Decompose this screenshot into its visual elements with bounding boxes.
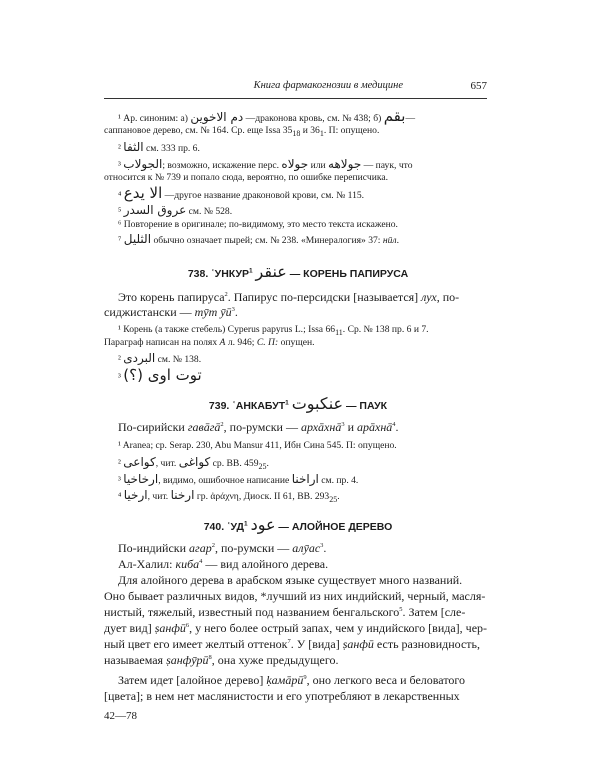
entry-text-line: сиджистански — тӯт $ӯӣ^3$. xyxy=(104,305,238,319)
footnote-line: ⁴ الا يدع —другое название драконовой крови, см. № 115. xyxy=(118,184,365,202)
footnote-line: ⁶ Повторение в оригинале; по-видимому, это место текста искажено. xyxy=(118,219,398,230)
running-title: Книга фармакогнозии в медицине xyxy=(253,80,403,91)
entry-text-line: Для алойного дерева в арабском языке существует много названий. xyxy=(118,573,463,587)
entry-text-line: нистый, тяжелый, известный под названием бенгальского$^5$. Затем [сле- xyxy=(104,605,466,619)
entry-heading-739: 739. ʿАНКАБУТ$^1$ عنكبوت — ПАУК xyxy=(208,394,388,413)
entry-text-line: [цвета]; в нем нет маслянистости и его употребляют в лекарственных xyxy=(104,689,460,703)
footnote-line: ² البردی см. № 138. xyxy=(118,351,202,365)
entry-text-line: Ал-Халил: киба$^4$ — вид алойного дерева. xyxy=(118,557,329,571)
footnote-line: ⁷ الثليل обычно означает пырей; см. № 238. «Минералогия» 37: нūл. xyxy=(118,232,400,246)
entry-text-line: Затем идет [алойное дерево] ḳамāрӣ$^9$, оно легкого веса и беловатого xyxy=(118,673,466,687)
running-head xyxy=(104,80,487,99)
entry-text-line: Это корень папируса$^2$. Папирус по-персидски [называется] лух, по- xyxy=(118,290,460,304)
entry-text-line: дует вид] ṣанфӣ$^6$, у него более острый запах, чем у индийского [вида], чер- xyxy=(104,621,488,635)
entry-heading-740: 740. ʿУД$^1$ عود — АЛОЙНОЕ ДЕРЕВО xyxy=(203,515,393,534)
entry-text-line: ный цвет его имеет желтый оттенок$^7$. У [вида] ṣанфӣ есть разновидность, xyxy=(104,637,480,651)
footnote-line: ¹ Ар. синоним: а) دم الاخوين —драконова кровь, см. № 438; б) بقم— xyxy=(118,107,416,125)
footnote-line: ² الثفا см. 333 пр. 6. xyxy=(118,140,200,154)
footnote-line: ¹ Корень (а также стебель) Cyperus papyrus L.; Issa $66_{11}$. Ср. № 138 пр. 6 и 7. xyxy=(118,324,429,337)
entry-text-line: Оно бывает различных видов, *лучший из них индийский, черный, масля- xyxy=(104,589,486,603)
entry-heading-738: 738. ʿУНКУР$^1$ عنقر — КОРЕНЬ ПАПИРУСА xyxy=(187,262,409,281)
footnote-line: ³ ارخاخيا, видимо, ошибочное написание اراخنا см. пр. 4. xyxy=(118,472,359,486)
entry-text-line: По-индийски агар$^2$, по-румски — алӯас$^3$. xyxy=(118,541,327,555)
footnote-line: саппановое дерево, см. № 164. Ср. еще Issa $35_{18}$ и $36_1$. П: опущено. xyxy=(104,125,380,138)
footnote-line: ² كواعى, чит. كواغى ср. BB. $459_{25}$. xyxy=(118,455,269,471)
page-number: 657 xyxy=(470,80,487,92)
footnote-line: относится к № 739 и попало сюда, вероятно, по ошибке переписчика. xyxy=(104,172,388,183)
entry-text-line: называемая ṣанфӯрӣ$^8$, она хуже предыдущего. xyxy=(104,653,339,667)
entry-text-line: По-сирийски гавāгā$^2$, по-румски — архāхнā$^3$ и арāхнā$^4$. xyxy=(118,420,399,434)
footnote-line: Параграф написан на полях А л. 946; С. П: опущен. xyxy=(104,337,315,348)
footnote-line: ¹ Aranea; ср. Serap. 230, Abu Mansur 411, Ибн Сина 545. П: опущено. xyxy=(118,440,397,451)
printer-signature: 42—78 xyxy=(104,710,137,722)
footnote-line: ⁴ ارخيا, чит. ارخنا гр. ἀράχνη, Диоск. II 61, BB. $293_{25}$. xyxy=(118,488,340,504)
footnote-line: ⁵ عروق السدر см. № 528. xyxy=(118,203,233,217)
footnote-line: ³ الجولاب; возможно, искажение перс. جولاه или جولاهه — паук, что xyxy=(118,157,413,171)
footnote-line: ³ توت اوی (؟) xyxy=(118,366,202,384)
